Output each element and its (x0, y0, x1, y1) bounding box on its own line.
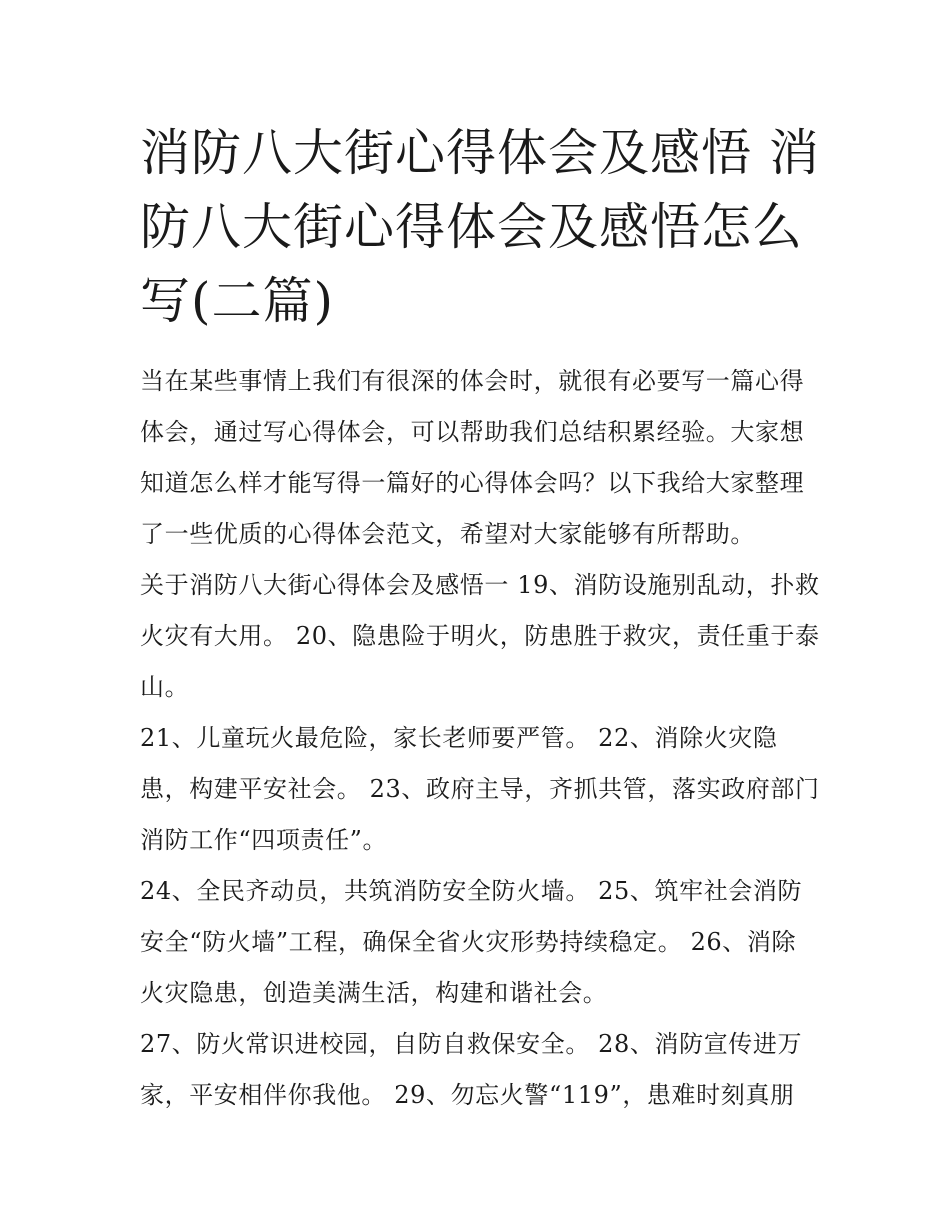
intro-paragraph: 当在某些事情上我们有很深的体会时，就很有必要写一篇心得体会，通过写心得体会，可以帮助我们总结积累经验。大家想知道怎么样才能写得一篇好的心得体会吗？以下我给大家整理了一些优质的心得体会范文，希望对大家能够有所帮助。 (140, 367, 805, 548)
body-paragraph: 关于消防八大街心得体会及感悟一 19、消防设施别乱动，扑救火灾有大用。 20、隐患险于明火，防患胜于救灾，责任重于泰山。 (140, 571, 820, 701)
document-title: 消防八大街心得体会及感悟 消防八大街心得体会及感悟怎么写(二篇) (140, 124, 820, 330)
body-paragraph: 27、防火常识进校园，自防自救保安全。 28、消防宣传进万家，平安相伴你我他。 29、勿忘火警“119”，患难时刻真朋 (140, 1030, 803, 1109)
document-body (140, 356, 820, 1121)
body-paragraph: 21、儿童玩火最危险，家长老师要严管。 22、消除火灾隐患，构建平安社会。 23、政府主导，齐抓共管，落实政府部门消防工作“四项责任”。 (140, 724, 820, 854)
body-paragraph: 24、全民齐动员，共筑消防安全防火墙。 25、筑牢社会消防安全“防火墙”工程，确保全省火灾形势持续稳定。 26、消除火灾隐患，创造美满生活，构建和谐社会。 (140, 877, 803, 1007)
